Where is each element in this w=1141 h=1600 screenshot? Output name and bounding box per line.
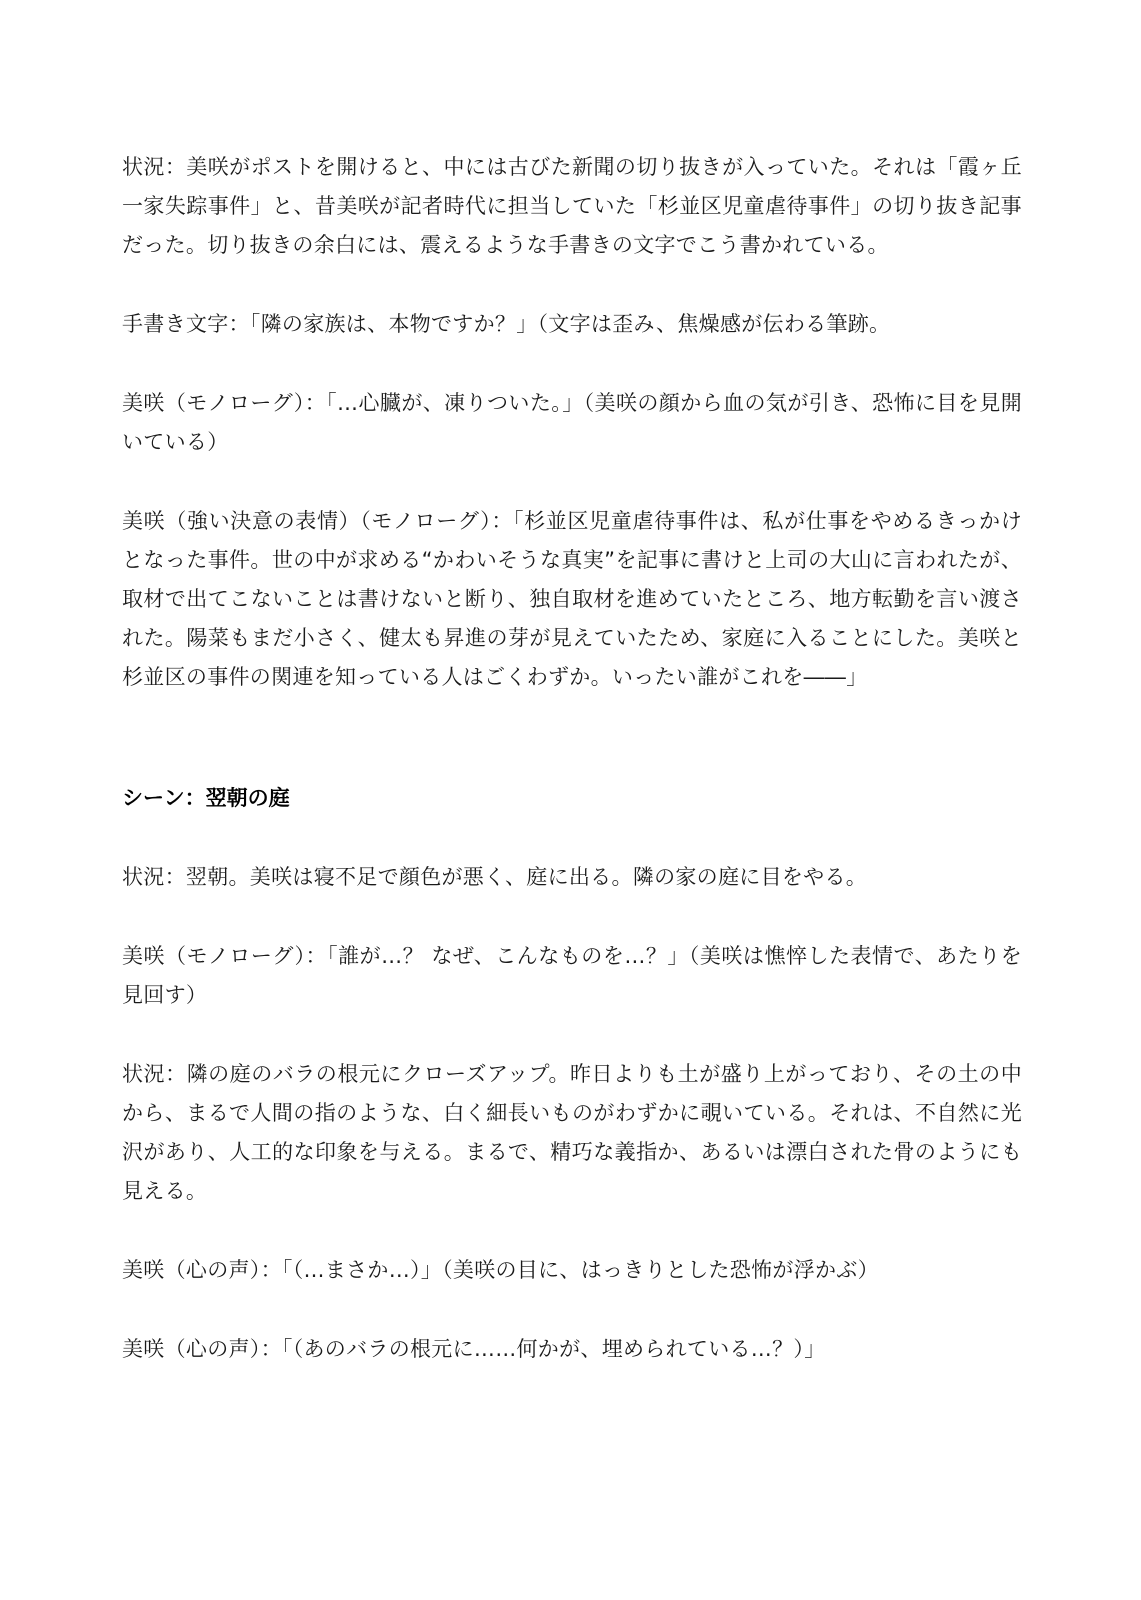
document-page	[122, 148, 1022, 1409]
paragraph-misaki-monologue-who: 美咲（モノローグ）：「誰が…？ なぜ、こんなものを…？」（美咲は憔悴した表情で、あたりを見回す）	[122, 944, 1022, 1007]
section-spacer	[122, 737, 1022, 779]
paragraph-misaki-monologue-frozen: 美咲（モノローグ）：「…心臓が、凍りついた。」（美咲の顔から血の気が引き、恐怖に目を見開いている）	[122, 391, 1022, 454]
scene-heading: シーン：翌朝の庭	[122, 786, 290, 810]
paragraph-misaki-inner-voice-2: 美咲（心の声）：「（あのバラの根元に……何かが、埋められている…？）」	[122, 1337, 826, 1361]
paragraph-handwritten-note: 手書き文字：「隣の家族は、本物ですか？」（文字は歪み、焦燥感が伝わる筆跡。	[122, 312, 891, 336]
paragraph-situation-newspaper: 状況：美咲がポストを開けると、中には古びた新聞の切り抜きが入っていた。それは「霞ヶ丘一家失踪事件」と、昔美咲が記者時代に担当していた「杉並区児童虐待事件」の切り抜き記事だった。切り抜きの余白には、震えるような手書きの文字でこう書かれている。	[122, 155, 1022, 257]
paragraph-situation-rose-closeup: 状況：隣の庭のバラの根元にクローズアップ。昨日よりも土が盛り上がっており、その土の中から、まるで人間の指のような、白く細長いものがわずかに覗いている。それは、不自然に光沢があり、人工的な印象を与える。まるで、精巧な義指か、あるいは漂白された骨のようにも見える。	[122, 1062, 1022, 1203]
paragraph-misaki-inner-voice-1: 美咲（心の声）：「（…まさか…）」（美咲の目に、はっきりとした恐怖が浮かぶ）	[122, 1258, 879, 1282]
paragraph-situation-next-morning: 状況：翌朝。美咲は寝不足で顔色が悪く、庭に出る。隣の家の庭に目をやる。	[122, 865, 868, 889]
paragraph-misaki-monologue-backstory: 美咲（強い決意の表情）（モノローグ）：「杉並区児童虐待事件は、私が仕事をやめるきっかけとなった事件。世の中が求める“かわいそうな真実”を記事に書けと上司の大山に言われたが、取材で出てこないことは書けないと断り、独自取材を進めていたところ、地方転勤を言い渡された。陽菜もまだ小さく、健太も昇進の芽が見えていたため、家庭に入ることにした。美咲と杉並区の事件の関連を知っている人はごくわずか。いったい誰がこれを――」	[122, 509, 1022, 689]
